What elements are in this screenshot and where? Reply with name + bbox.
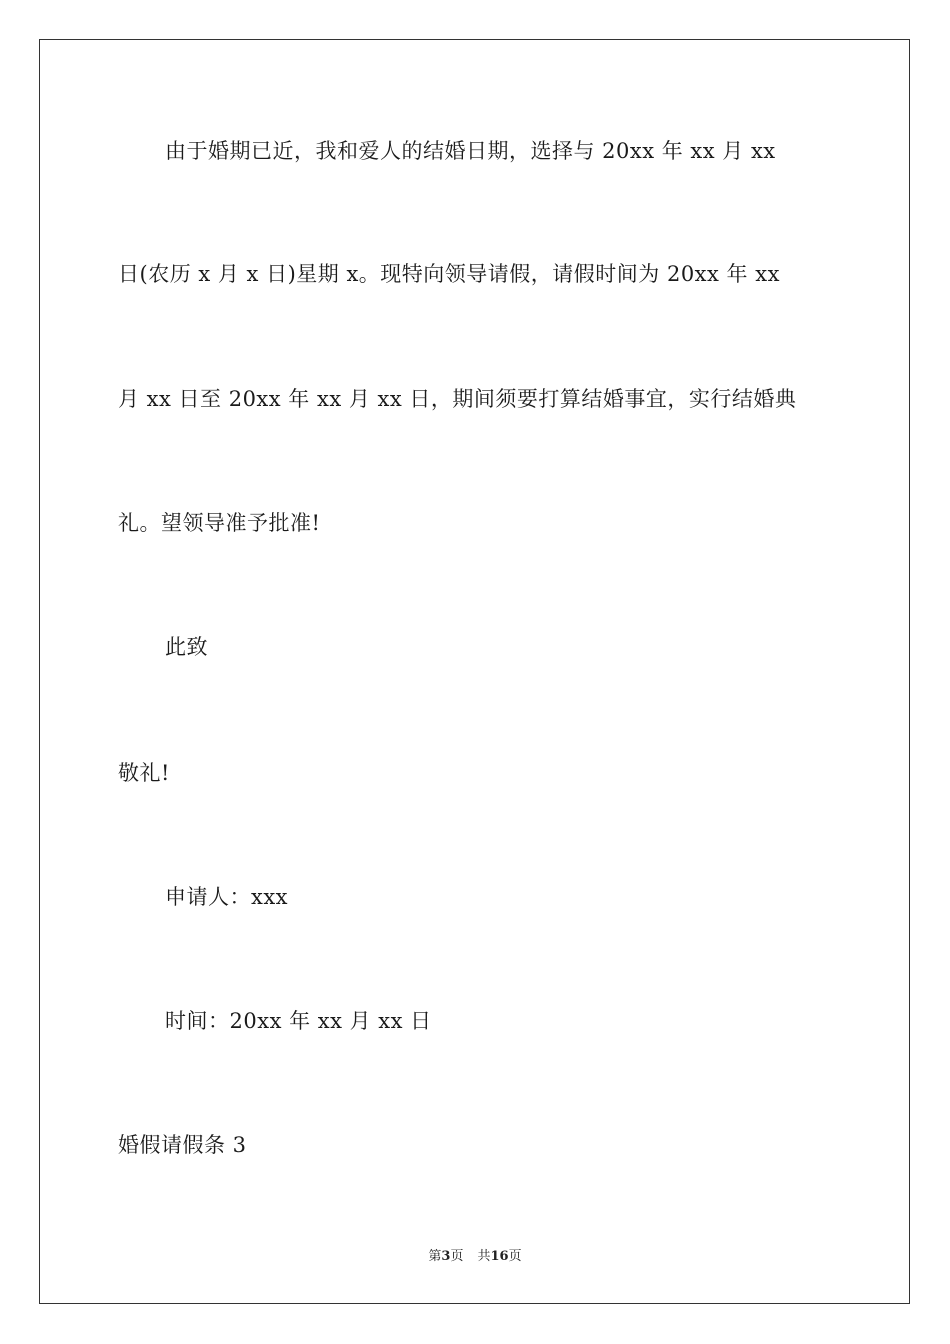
page-suffix: 页 — [450, 1249, 464, 1264]
closing-salutation: 此致 — [165, 635, 208, 659]
paragraph-line-4: 礼。望领导准予批准! — [118, 511, 321, 535]
next-section-heading: 婚假请假条 3 — [118, 1133, 247, 1157]
closing-respect: 敬礼! — [118, 761, 170, 785]
paragraph-line-2: 日(农历 x 月 x 日)星期 x。现特向领导请假，请假时间为 20xx 年 xx — [118, 262, 780, 286]
page-footer — [0, 1248, 950, 1266]
date-line: 时间：20xx 年 xx 月 xx 日 — [165, 1009, 432, 1033]
paragraph-line-3: 月 xx 日至 20xx 年 xx 月 xx 日，期间须要打算结婚事宜，实行结婚典 — [118, 387, 797, 411]
page-border — [39, 39, 910, 1304]
applicant-line: 申请人：xxx — [165, 885, 289, 909]
paragraph-line-1: 由于婚期已近，我和爱人的结婚日期，选择与 20xx 年 xx 月 xx — [165, 139, 776, 163]
total-prefix: 共 — [477, 1249, 491, 1264]
page-prefix: 第 — [428, 1249, 442, 1264]
total-page-count: 16 — [490, 1249, 509, 1264]
current-page-number: 3 — [441, 1249, 451, 1264]
total-suffix: 页 — [508, 1249, 522, 1264]
